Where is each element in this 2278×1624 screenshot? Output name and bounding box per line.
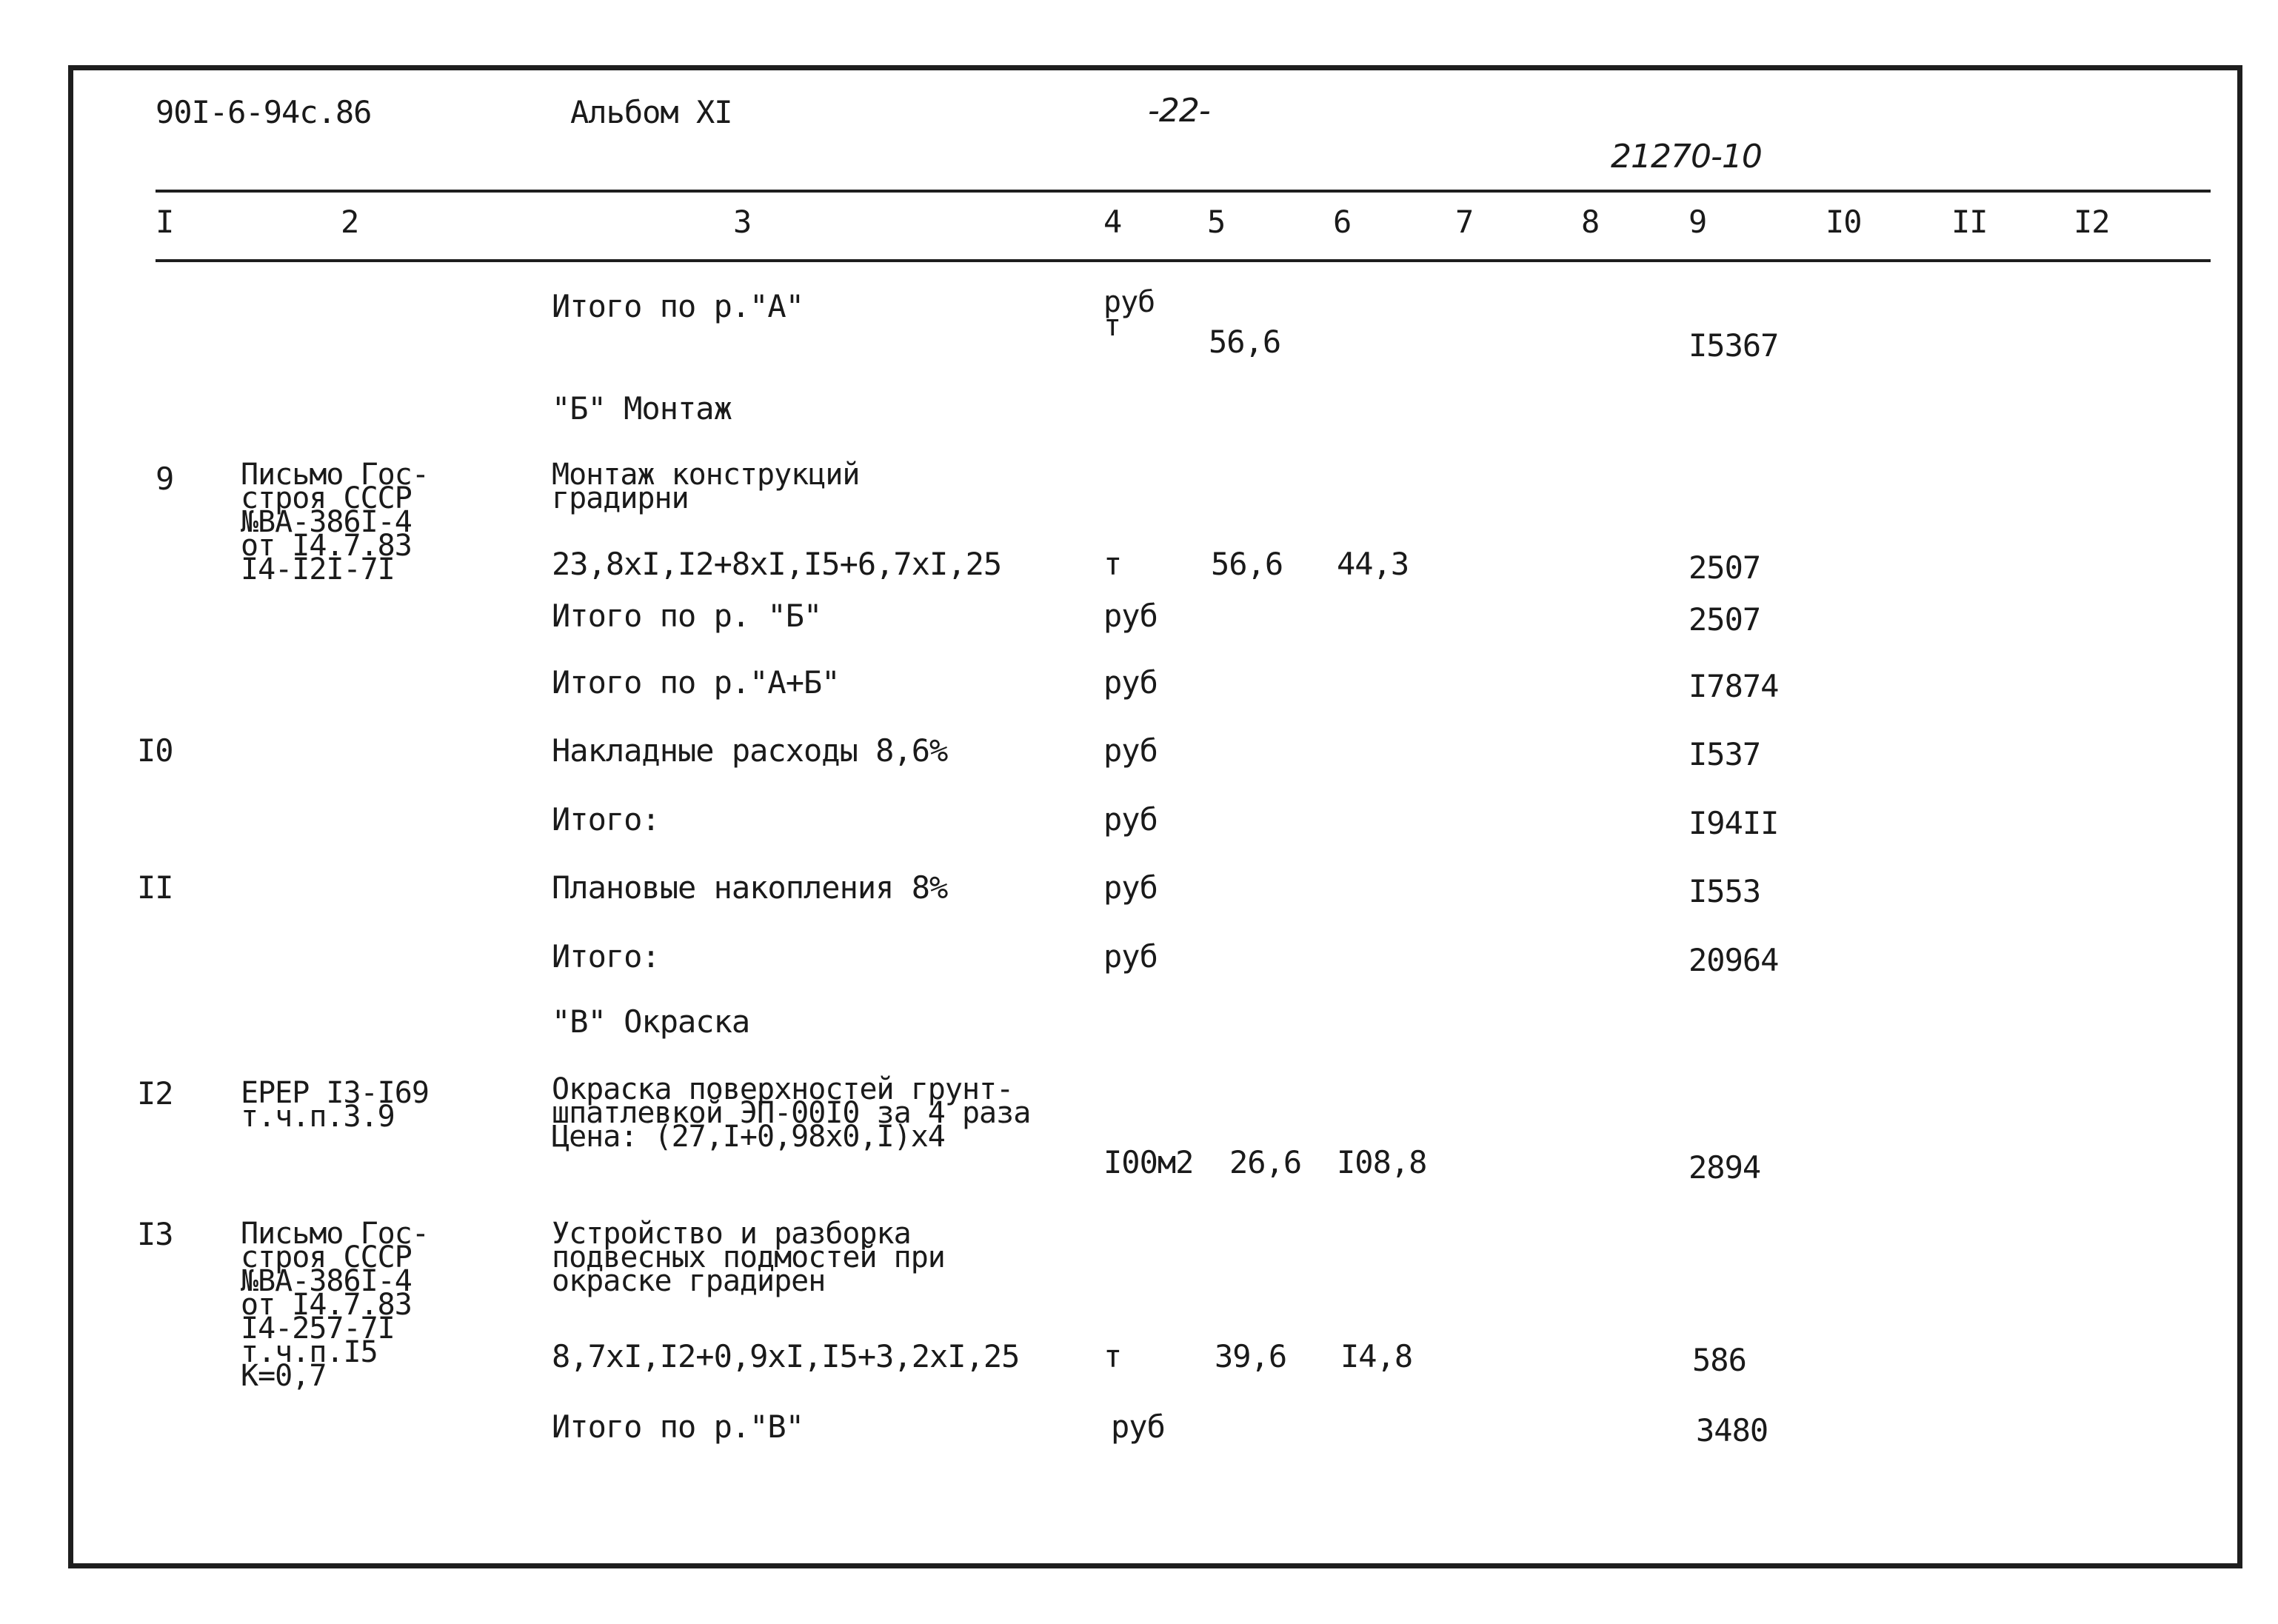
document-code: 90I-6-94с.86 xyxy=(156,94,372,130)
subtotal-2-label: Итого: xyxy=(552,938,660,975)
total-v-unit: руб xyxy=(1111,1409,1165,1445)
row-11-number: II xyxy=(137,869,173,906)
row-12-sum: 2894 xyxy=(1689,1149,1761,1186)
column-number: I xyxy=(156,204,174,240)
row-12-reference: ЕРЕР I3-I69 т.ч.п.3.9 xyxy=(241,1076,429,1134)
inventory-number: 21270-10 xyxy=(1611,138,1762,176)
subtotal-1-label: Итого: xyxy=(552,801,660,838)
subtotal-2-sum: 20964 xyxy=(1689,942,1779,978)
total-b-sum: 2507 xyxy=(1689,601,1761,638)
total-a-mass: 56,6 xyxy=(1209,324,1281,360)
row-13-number: I3 xyxy=(137,1216,173,1252)
header-top-rule xyxy=(156,190,2211,193)
column-number: 8 xyxy=(1581,204,1600,240)
row-11-unit: руб xyxy=(1103,869,1158,906)
total-ab-label: Итого по р."А+Б" xyxy=(552,664,840,701)
row-9-description: Монтаж конструкций градирни xyxy=(552,458,860,515)
row-10-description: Накладные расходы 8,6% xyxy=(552,732,948,769)
header-bottom-rule xyxy=(156,259,2211,262)
row-11-description: Плановые накопления 8% xyxy=(552,869,948,906)
total-a-sum: I5367 xyxy=(1689,327,1779,364)
column-number: I0 xyxy=(1826,204,1862,240)
column-number: 6 xyxy=(1333,204,1352,240)
row-13-quantity: 39,6 xyxy=(1215,1338,1287,1374)
subtotal-1-sum: I94II xyxy=(1689,805,1779,841)
row-12-number: I2 xyxy=(137,1075,173,1112)
row-9-number: 9 xyxy=(156,461,174,497)
column-number: 2 xyxy=(341,204,359,240)
section-v-heading: "В" Окраска xyxy=(552,1003,750,1040)
column-number: 7 xyxy=(1455,204,1474,240)
row-9-sum: 2507 xyxy=(1689,549,1761,586)
total-v-sum: 3480 xyxy=(1696,1412,1768,1448)
column-number: I2 xyxy=(2074,204,2110,240)
total-a-label: Итого по р."А" xyxy=(552,288,804,324)
row-12-unit: I00м2 xyxy=(1103,1144,1194,1180)
row-9-reference: Письмо Гос- строя СССР №ВА-386I-4 от I4.7.83 I4-I2I-7I xyxy=(241,458,429,587)
total-ab-sum: I7874 xyxy=(1689,668,1779,704)
column-number: II xyxy=(1951,204,1988,240)
row-9-calculation: 23,8хI,I2+8хI,I5+6,7хI,25 xyxy=(552,546,1002,582)
row-13-unit: т xyxy=(1103,1338,1122,1374)
row-13-description: Устройство и разборка подвесных подмостей при окраске градирен xyxy=(552,1217,945,1298)
total-b-unit: руб xyxy=(1103,598,1158,634)
row-12-quantity: 26,6 xyxy=(1229,1144,1302,1180)
total-a-unit: руб т xyxy=(1103,285,1155,343)
section-b-heading: "Б" Монтаж xyxy=(552,390,732,427)
row-13-reference: Письмо Гос- строя СССР №ВА-386I-4 от I4.7.83 I4-257-7I т.ч.п.I5 К=0,7 xyxy=(241,1217,429,1393)
column-number: 3 xyxy=(733,204,752,240)
column-number: 4 xyxy=(1103,204,1122,240)
row-13-price: I4,8 xyxy=(1340,1338,1413,1374)
album-title: Альбом XI xyxy=(570,94,732,130)
total-b-label: Итого по р. "Б" xyxy=(552,598,822,634)
row-10-unit: руб xyxy=(1103,732,1158,769)
row-9-quantity: 56,6 xyxy=(1211,546,1283,582)
row-12-description: Окраска поверхностей грунт- шпатлевкой ЭП-00I0 за 4 раза Цена: (27,I+0,98х0,I)х4 xyxy=(552,1072,1031,1154)
total-v-label: Итого по р."В" xyxy=(552,1409,804,1445)
row-10-number: I0 xyxy=(137,732,173,769)
row-10-sum: I537 xyxy=(1689,736,1761,772)
page-number: -22- xyxy=(1148,92,1210,130)
row-13-sum: 586 xyxy=(1692,1342,1746,1378)
row-12-price: I08,8 xyxy=(1337,1144,1427,1180)
row-13-calculation: 8,7хI,I2+0,9хI,I5+3,2хI,25 xyxy=(552,1338,1020,1374)
row-9-price: 44,3 xyxy=(1337,546,1409,582)
row-9-unit: т xyxy=(1103,546,1122,582)
total-ab-unit: руб xyxy=(1103,664,1158,701)
subtotal-2-unit: руб xyxy=(1103,938,1158,975)
subtotal-1-unit: руб xyxy=(1103,801,1158,838)
column-number: 9 xyxy=(1689,204,1707,240)
column-number: 5 xyxy=(1207,204,1226,240)
row-11-sum: I553 xyxy=(1689,873,1761,909)
